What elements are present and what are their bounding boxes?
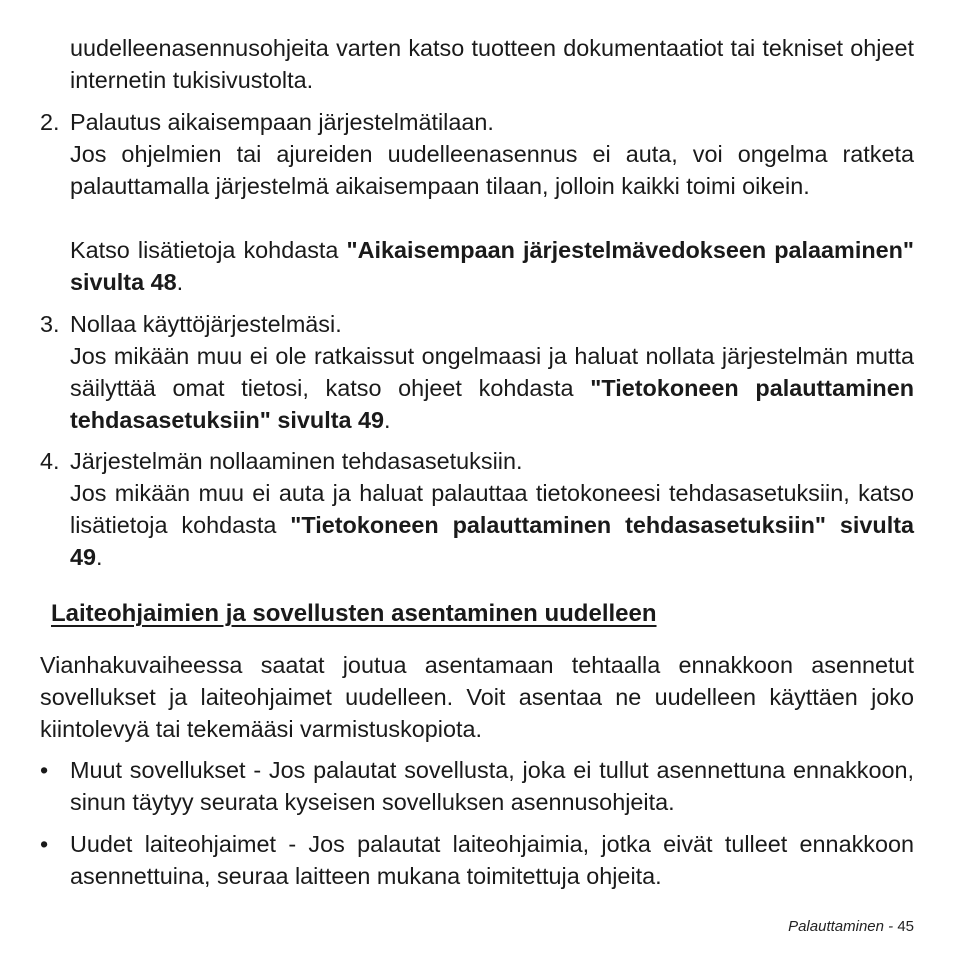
bullet-item: Uudet laiteohjaimet - Jos palautat laiteohjaimia, jotka eivät tulleet ennakkoon asennettuina, seuraa laitteen mukana toimitettuja ohjeita. xyxy=(70,831,914,889)
step-title: Nollaa käyttöjärjestelmäsi. xyxy=(70,311,342,337)
step-paragraph: Jos ohjelmien tai ajureiden uudelleenasennus ei auta, voi ongelma ratketa palauttamalla järjestelmä aikaisempaan tilaan, jolloin kaikki toimi oikein. xyxy=(70,141,914,199)
paragraph-text: Jos mikään muu ei auta ja haluat palauttaa tietokoneesi tehdasasetuksiin, katso lisätietoja kohdasta xyxy=(70,480,914,538)
step-title: Palautus aikaisempaan järjestelmätilaan. xyxy=(70,109,494,135)
footer-section-title: Palauttaminen - xyxy=(788,918,898,935)
intro-paragraph: uudelleenasennusohjeita varten katso tuotteen dokumentaatiot tai tekniset ohjeet internetin tukisivustolta. xyxy=(70,35,914,93)
section-heading: Laiteohjaimien ja sovellusten asentaminen uudelleen xyxy=(51,600,657,627)
cross-reference-link[interactable]: "Aikaisempaan järjestelmävedokseen palaaminen" sivulta 48 xyxy=(70,237,914,295)
paragraph-text: . xyxy=(384,407,391,433)
step-paragraph xyxy=(70,477,914,573)
page-number: 45 xyxy=(897,918,914,935)
paragraph-text: . xyxy=(96,544,103,570)
cross-reference-link[interactable]: "Tietokoneen palauttaminen tehdasasetuksiin" sivulta 49 xyxy=(70,512,914,570)
section-paragraph: Vianhakuvaiheessa saatat joutua asentamaan tehtaalla ennakkoon asennetut sovellukset ja laiteohjaimet uudelleen. Voit asentaa ne uudelleen käyttäen joko kiintolevyä tai tekemääsi varmistuskopiota. xyxy=(40,652,914,742)
paragraph-text: . xyxy=(176,269,184,295)
step-number: 2. xyxy=(40,109,60,135)
bullet-marker: • xyxy=(40,831,49,857)
step-paragraph xyxy=(70,340,914,436)
step-number: 4. xyxy=(40,448,60,474)
bullet-marker: • xyxy=(40,757,49,783)
step-title: Järjestelmän nollaaminen tehdasasetuksiin. xyxy=(70,448,523,474)
paragraph-text: Katso lisätietoja kohdasta xyxy=(70,237,347,263)
paragraph-text: Jos mikään muu ei ole ratkaissut ongelmaasi ja haluat nollata järjestelmän mutta säilyttää omat tietosi, katso ohjeet kohdasta xyxy=(70,343,914,401)
page-footer xyxy=(600,917,914,937)
cross-reference-link[interactable]: "Tietokoneen palauttaminen tehdasasetuksiin" sivulta 49 xyxy=(70,375,914,433)
bullet-item: Muut sovellukset - Jos palautat sovellusta, joka ei tullut asennettuna ennakkoon, sinun täytyy seurata kyseisen sovelluksen asennusohjeita. xyxy=(70,757,914,815)
step-number: 3. xyxy=(40,311,60,337)
step-paragraph xyxy=(70,234,914,298)
